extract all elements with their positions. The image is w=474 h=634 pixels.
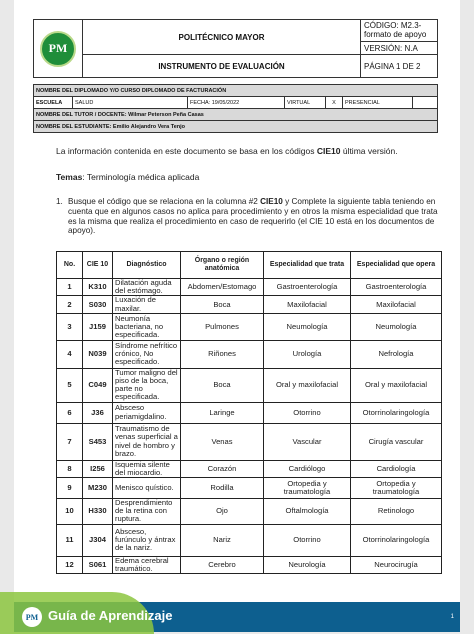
operates-specialty: Otorrinolaringología <box>351 524 442 556</box>
organ-text: Boca <box>181 296 264 313</box>
header-diagnosis: Diagnóstico <box>113 252 181 279</box>
treats-specialty: Ortopedia y traumatología <box>264 478 351 499</box>
operates-specialty: Maxilofacial <box>351 296 442 313</box>
treats-specialty: Cardiólogo <box>264 460 351 477</box>
diagnosis-text: Edema cerebral traumático. <box>113 556 181 573</box>
table-header-row <box>57 252 442 279</box>
header-organ: Órgano o región anatómica <box>181 252 264 279</box>
school-value: SALUD <box>73 97 188 109</box>
instruction-text: Busque el código que se relaciona en la columna #2 <box>68 197 261 206</box>
table-row <box>57 296 442 313</box>
table-row <box>57 478 442 499</box>
footer-logo: PM <box>22 607 42 627</box>
intro-paragraph <box>56 146 398 157</box>
footer-title: Guía de Aprendizaje <box>48 608 173 623</box>
row-number: 7 <box>57 423 83 460</box>
table-row <box>57 499 442 525</box>
treats-specialty: Otorrino <box>264 402 351 423</box>
diagnosis-text: Dilatación aguda del estómago. <box>113 279 181 296</box>
date-field: FECHA: 19/05/2022 <box>188 97 285 109</box>
operates-specialty: Nefrología <box>351 340 442 368</box>
diagnosis-text: Traumatismo de venas superficial a nivel de hombro y brazo. <box>113 423 181 460</box>
header-no: No. <box>57 252 83 279</box>
instruction-item <box>56 197 438 236</box>
table-row <box>57 556 442 573</box>
logo-cell <box>34 20 83 78</box>
organ-text: Pulmones <box>181 313 264 340</box>
institution-name: POLITÉCNICO MAYOR <box>83 20 361 55</box>
info-table <box>33 84 438 133</box>
organ-text: Boca <box>181 368 264 402</box>
operates-specialty: Cirugía vascular <box>351 423 442 460</box>
cie10-code: S030 <box>83 296 113 313</box>
row-number: 8 <box>57 460 83 477</box>
cie10-code: J159 <box>83 313 113 340</box>
presencial-label: PRESENCIAL <box>343 97 413 109</box>
row-number: 11 <box>57 524 83 556</box>
intro-text: La información contenida en este documento se basa en los códigos <box>56 146 317 156</box>
school-label: ESCUELA <box>34 97 73 109</box>
treats-specialty: Neumología <box>264 313 351 340</box>
operates-specialty: Otorrinolaringología <box>351 402 442 423</box>
theme-label: Temas <box>56 172 83 182</box>
organ-text: Rodilla <box>181 478 264 499</box>
virtual-mark: X <box>326 97 343 109</box>
row-number: 12 <box>57 556 83 573</box>
instruction-text-end: y Complete la siguiente tabla teniendo en cuenta que en algunos casos no aplica para procedimiento y en otros la misma especialidad que trata es la misma que realiza el procedimiento en caso de requerirlo (el CIE 10 está en los documentos de apoyo). <box>68 197 438 236</box>
page-indicator: PÁGINA 1 DE 2 <box>361 55 438 78</box>
treats-specialty: Vascular <box>264 423 351 460</box>
theme-value: : Terminología médica aplicada <box>82 172 200 182</box>
version-text: VERSIÓN: N.A <box>361 41 437 53</box>
header-operates: Especialidad que opera <box>351 252 442 279</box>
treats-specialty: Maxilofacial <box>264 296 351 313</box>
footer-page-number: 1 <box>450 614 454 620</box>
institution-logo: PM <box>40 31 76 67</box>
organ-text: Riñones <box>181 340 264 368</box>
header-treats: Especialidad que trata <box>264 252 351 279</box>
operates-specialty: Gastroenterología <box>351 279 442 296</box>
organ-text: Nariz <box>181 524 264 556</box>
table-row <box>57 368 442 402</box>
diagnosis-text: Neumonía bacteriana, no especificada. <box>113 313 181 340</box>
theme-line <box>56 172 199 183</box>
row-number: 2 <box>57 296 83 313</box>
organ-text: Ojo <box>181 499 264 525</box>
instrument-title: INSTRUMENTO DE EVALUACIÓN <box>83 55 361 78</box>
instruction-number: 1. <box>56 197 63 206</box>
treats-specialty: Urología <box>264 340 351 368</box>
operates-specialty: Cardiología <box>351 460 442 477</box>
organ-text: Cerebro <box>181 556 264 573</box>
table-row <box>57 460 442 477</box>
diagnosis-text: Tumor maligno del piso de la boca, parte no especificada. <box>113 368 181 402</box>
student-name: NOMBRE DEL ESTUDIANTE: Emilio Alejandro Vera Tenjo <box>34 121 438 133</box>
header-cie10: CIE 10 <box>83 252 113 279</box>
cie10-code: M230 <box>83 478 113 499</box>
code-text: CÓDIGO: M2.3- formato de apoyo <box>364 21 427 39</box>
cie10-code: I256 <box>83 460 113 477</box>
row-number: 9 <box>57 478 83 499</box>
footer-banner <box>14 602 460 632</box>
diagnosis-text: Absceso periamigdalino. <box>113 402 181 423</box>
diagnosis-text: Isquemia silente del miocardio. <box>113 460 181 477</box>
cie10-code: N039 <box>83 340 113 368</box>
table-row <box>57 313 442 340</box>
treats-specialty: Gastroenterología <box>264 279 351 296</box>
row-number: 10 <box>57 499 83 525</box>
organ-text: Corazón <box>181 460 264 477</box>
treats-specialty: Oral y maxilofacial <box>264 368 351 402</box>
diagnosis-table <box>56 251 442 574</box>
table-row <box>57 402 442 423</box>
virtual-label: VIRTUAL <box>285 97 326 109</box>
tutor-name: NOMBRE DEL TUTOR / DOCENTE: Wilmar Peterson Peña Casas <box>34 109 438 121</box>
row-number: 5 <box>57 368 83 402</box>
cie10-code: S453 <box>83 423 113 460</box>
organ-text: Venas <box>181 423 264 460</box>
operates-specialty: Retinologo <box>351 499 442 525</box>
row-number: 3 <box>57 313 83 340</box>
diagnosis-text: Luxación de maxilar. <box>113 296 181 313</box>
treats-specialty: Neurología <box>264 556 351 573</box>
document-code <box>361 20 438 55</box>
cie10-code: J36 <box>83 402 113 423</box>
cie10-code: H330 <box>83 499 113 525</box>
cie10-code: C049 <box>83 368 113 402</box>
table-row <box>57 423 442 460</box>
row-number: 4 <box>57 340 83 368</box>
operates-specialty: Neumología <box>351 313 442 340</box>
treats-specialty: Otorrino <box>264 524 351 556</box>
treats-specialty: Oftalmología <box>264 499 351 525</box>
row-number: 1 <box>57 279 83 296</box>
organ-text: Laringe <box>181 402 264 423</box>
presencial-mark <box>413 97 438 109</box>
diagnosis-text: Desprendimiento de la retina con ruptura. <box>113 499 181 525</box>
cie10-code: J304 <box>83 524 113 556</box>
organ-text: Abdomen/Estomago <box>181 279 264 296</box>
row-number: 6 <box>57 402 83 423</box>
diagnosis-text: Menisco quístico. <box>113 478 181 499</box>
cie10-code: K310 <box>83 279 113 296</box>
document-header <box>33 19 438 78</box>
diploma-label: NOMBRE DEL DIPLOMADO Y/O CURSO DIPLOMADO DE FACTURACIÓN <box>34 85 438 97</box>
cie10-code: S061 <box>83 556 113 573</box>
intro-text-end: última versión. <box>340 146 398 156</box>
table-row <box>57 524 442 556</box>
operates-specialty: Neurocirugía <box>351 556 442 573</box>
operates-specialty: Ortopedia y traumatología <box>351 478 442 499</box>
diagnosis-text: Absceso, furúnculo y ántrax de la nariz. <box>113 524 181 556</box>
instruction-strong: CIE10 <box>260 197 283 206</box>
table-row <box>57 279 442 296</box>
intro-strong: CIE10 <box>316 146 341 156</box>
operates-specialty: Oral y maxilofacial <box>351 368 442 402</box>
diagnosis-text: Síndrome nefrítico crónico, No especificado. <box>113 340 181 368</box>
table-row <box>57 340 442 368</box>
